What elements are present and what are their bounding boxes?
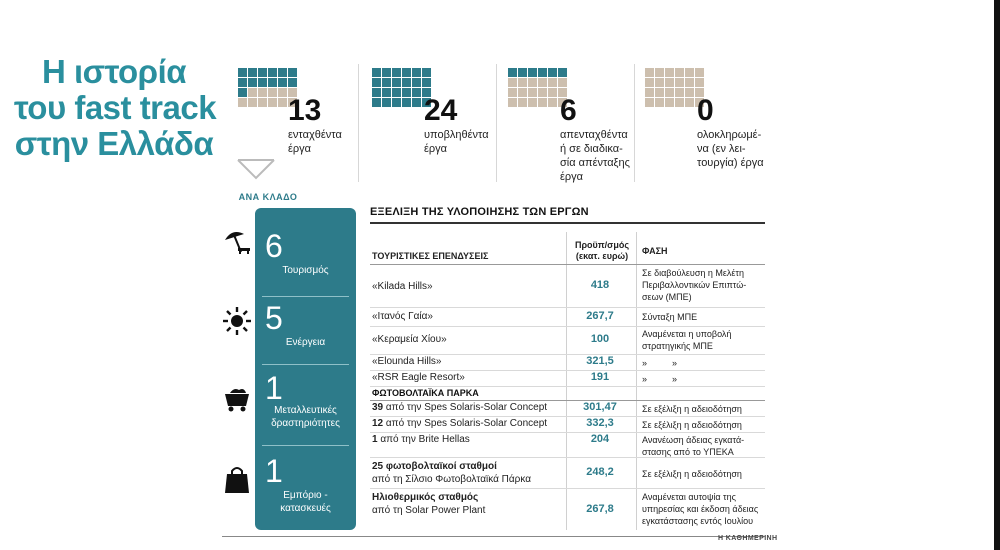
waffle-cell — [258, 88, 267, 97]
table-row — [370, 489, 765, 529]
project-owner: από την Spes Solaris-Solar Concept — [383, 402, 548, 413]
sector-name: Ενέργεια — [285, 337, 326, 348]
project-count: 12 — [372, 418, 384, 429]
phase-text: Σε εξέλιξη η αδειοδότηση — [642, 420, 742, 430]
waffle-cell — [402, 78, 411, 87]
down-arrow-icon — [236, 158, 276, 180]
waffle-cell — [675, 88, 684, 97]
waffle-cell — [695, 78, 704, 87]
waffle-cell — [518, 78, 527, 87]
budget-value: 267,8 — [586, 503, 614, 515]
stat-number: 13 — [288, 94, 322, 127]
sector-mining — [255, 364, 356, 444]
waffle-cell — [508, 98, 517, 107]
waffle-cell — [548, 88, 557, 97]
project-count: 39 — [372, 402, 384, 413]
waffle-cell — [645, 88, 654, 97]
waffle-cell — [685, 68, 694, 77]
waffle-cell — [248, 78, 257, 87]
waffle-cell — [258, 98, 267, 107]
stat-caption: απενταχθέντα ή σε διαδικα- σία απένταξης έργα — [560, 129, 630, 183]
waffle-cell — [238, 88, 247, 97]
table-row — [370, 308, 765, 327]
waffle-cell — [558, 68, 567, 77]
project-name — [372, 434, 470, 445]
waffle-cell — [392, 98, 401, 107]
sector-name: Εμπόριο - κατασκευές — [280, 490, 331, 514]
waffle-cell — [372, 98, 381, 107]
waffle-cell — [422, 68, 431, 77]
waffle-cell — [258, 78, 267, 87]
waffle-cell — [412, 88, 421, 97]
phase-column-header: ΦΑΣΗ — [642, 246, 668, 256]
waffle-cell — [675, 78, 684, 87]
stat-number: 6 — [560, 94, 577, 127]
source-credit: Η ΚΑΘΗΜΕΡΙΝΗ — [718, 535, 778, 542]
waffle-cell — [278, 68, 287, 77]
waffle-cell — [685, 78, 694, 87]
mine-cart-icon — [222, 384, 252, 414]
waffle-cell — [278, 88, 287, 97]
waffle-cell — [402, 68, 411, 77]
waffle-cell — [508, 78, 517, 87]
sector-count: 6 — [265, 228, 283, 264]
waffle-cell — [288, 68, 297, 77]
project-name: «Elounda Hills» — [372, 356, 442, 367]
title-line-2: του fast track — [14, 89, 217, 126]
waffle-cell — [518, 98, 527, 107]
waffle-cell — [268, 78, 277, 87]
table-row — [370, 355, 765, 371]
project-name: «Κεραμεία Χίου» — [372, 334, 447, 345]
sector-label: ΑΝΑ ΚΛΑΔΟ — [238, 192, 298, 202]
waffle-cell — [288, 78, 297, 87]
waffle-cell — [558, 78, 567, 87]
title-line-1: Η ιστορία — [41, 53, 187, 90]
waffle-cell — [538, 78, 547, 87]
table-rule — [370, 222, 765, 224]
waffle-cell — [538, 88, 547, 97]
waffle-cell — [382, 68, 391, 77]
waffle-cell — [665, 88, 674, 97]
stat-caption: υποβληθέντα έργα — [424, 129, 489, 155]
sun-icon — [222, 306, 252, 336]
waffle-cell — [518, 68, 527, 77]
waffle-cell — [402, 98, 411, 107]
phase-text: Αναμένεται η υποβολή στρατηγικής ΜΠΕ — [642, 329, 732, 351]
stat-caption: ενταχθέντα έργα — [288, 129, 342, 155]
budget-value: 248,2 — [586, 466, 614, 478]
waffle-cell — [372, 68, 381, 77]
table-row — [370, 327, 765, 355]
waffle-cell — [538, 68, 547, 77]
project-name: «Kilada Hills» — [372, 281, 433, 292]
divider — [358, 64, 359, 182]
waffle-cell — [665, 98, 674, 107]
waffle-cell — [268, 68, 277, 77]
waffle-cell — [268, 88, 277, 97]
waffle-cell — [508, 88, 517, 97]
shopping-bag-icon — [222, 464, 252, 494]
waffle-cell — [258, 68, 267, 77]
waffle-cell — [268, 98, 277, 107]
table-row — [370, 401, 765, 417]
section-tourism-heading: ΤΟΥΡΙΣΤΙΚΕΣ ΕΠΕΝΔΥΣΕΙΣ — [372, 251, 489, 261]
table-row — [370, 265, 765, 308]
waffle-cell — [645, 98, 654, 107]
project-name: «RSR Eagle Resort» — [372, 372, 465, 383]
waffle-cell — [675, 68, 684, 77]
project-title: 25 φωτοβολταϊκοί σταθμοί — [372, 461, 497, 472]
table-row — [370, 433, 765, 458]
phase-text: Σε διαβούλευση η Μελέτη Περιβαλλοντικών Επιπτώ- σεων (ΜΠΕ) — [642, 268, 747, 302]
waffle-cell — [238, 78, 247, 87]
waffle-cell — [548, 98, 557, 107]
phase-text: Σε εξέλιξη η αδειοδότηση — [642, 469, 742, 479]
waffle-cell — [528, 88, 537, 97]
sector-name: Μεταλλευτικές δραστηριότητες — [271, 405, 340, 429]
divider — [496, 64, 497, 182]
waffle-cell — [655, 68, 664, 77]
waffle-cell — [645, 68, 654, 77]
phase-text: Σε εξέλιξη η αδειοδότηση — [642, 404, 742, 414]
waffle-cell — [675, 98, 684, 107]
budget-value: 267,7 — [586, 310, 614, 322]
budget-value: 204 — [590, 433, 610, 445]
project-owner: από τη Solar Power Plant — [372, 505, 486, 516]
sector-commerce — [255, 445, 356, 525]
sector-count: 1 — [265, 370, 283, 406]
waffle-cell — [548, 68, 557, 77]
sector-energy — [255, 296, 356, 366]
waffle-cell — [392, 78, 401, 87]
sector-tourism — [255, 214, 356, 294]
phase-text: Αναμένεται αυτοψία της υπηρεσίας και έκδοση άδειας εγκατάστασης εντός Ιουλίου — [642, 492, 759, 526]
waffle-cell — [528, 68, 537, 77]
page-title — [14, 53, 217, 162]
waffle-cell — [422, 78, 431, 87]
stat-number: 0 — [697, 94, 714, 127]
waffle-cell — [528, 98, 537, 107]
waffle-cell — [278, 78, 287, 87]
phase-text: » » — [642, 374, 678, 384]
waffle-cell — [518, 88, 527, 97]
project-name — [372, 418, 547, 429]
right-edge-bar — [994, 0, 1000, 550]
project-name: «Ιτανός Γαία» — [372, 311, 433, 322]
budget-value: 191 — [590, 371, 610, 383]
waffle-cell — [392, 68, 401, 77]
phase-text: Ανανέωση άδειας εγκατά- στασης από το ΥΠΕΚΑ — [642, 435, 745, 457]
table-title: ΕΞΕΛΙΞΗ ΤΗΣ ΥΛΟΠΟΙΗΣΗΣ ΤΩΝ ΕΡΓΩΝ — [370, 206, 589, 218]
sector-name: Τουρισμός — [282, 265, 329, 276]
sector-count: 1 — [265, 453, 283, 489]
waffle-cell — [655, 78, 664, 87]
project-count: 1 — [372, 434, 378, 445]
waffle-cell — [685, 98, 694, 107]
waffle-cell — [382, 98, 391, 107]
waffle-cell — [238, 98, 247, 107]
waffle-grid — [372, 68, 431, 107]
waffle-cell — [685, 88, 694, 97]
waffle-cell — [248, 88, 257, 97]
section-pv-heading: ΦΩΤΟΒΟΛΤΑΪΚΑ ΠΑΡΚΑ — [372, 388, 479, 398]
waffle-cell — [372, 78, 381, 87]
waffle-cell — [278, 98, 287, 107]
waffle-cell — [655, 88, 664, 97]
waffle-grid — [645, 68, 704, 107]
waffle-cell — [412, 98, 421, 107]
title-line-3: στην Ελλάδα — [14, 125, 214, 162]
waffle-cell — [402, 88, 411, 97]
stat-caption: ολοκληρωμέ- να (εν λει- τουργία) έργα — [697, 129, 764, 169]
waffle-cell — [248, 68, 257, 77]
budget-value: 100 — [590, 333, 610, 345]
beach-umbrella-icon — [222, 226, 252, 256]
waffle-cell — [665, 78, 674, 87]
waffle-cell — [665, 68, 674, 77]
budget-value: 418 — [590, 279, 610, 291]
waffle-cell — [372, 88, 381, 97]
project-owner: από την Brite Hellas — [377, 434, 470, 445]
phase-text: » » — [642, 358, 678, 368]
waffle-cell — [528, 78, 537, 87]
waffle-cell — [412, 78, 421, 87]
sector-count: 5 — [265, 300, 283, 336]
waffle-cell — [392, 88, 401, 97]
budget-value: 301,47 — [583, 401, 617, 413]
stat-number: 24 — [424, 94, 458, 127]
waffle-cell — [538, 98, 547, 107]
budget-column-header: Προϋπ/σμός (εκατ. ευρώ) — [574, 240, 630, 261]
waffle-grid — [508, 68, 567, 107]
waffle-cell — [508, 68, 517, 77]
budget-value: 332,3 — [586, 417, 614, 429]
waffle-cell — [548, 78, 557, 87]
project-owner: από τη Σίλσιο Φωτοβολταϊκά Πάρκα — [372, 474, 532, 485]
phase-text: Σύνταξη ΜΠΕ — [642, 312, 698, 322]
table-row — [370, 458, 765, 489]
project-name — [372, 402, 547, 413]
waffle-cell — [238, 68, 247, 77]
waffle-cell — [695, 68, 704, 77]
waffle-cell — [382, 78, 391, 87]
divider — [634, 64, 635, 182]
budget-value: 321,5 — [586, 355, 614, 367]
table-row — [370, 417, 765, 433]
project-title: Ηλιοθερμικός σταθμός — [372, 492, 479, 503]
waffle-cell — [248, 98, 257, 107]
bottom-rule — [222, 536, 765, 537]
waffle-cell — [382, 88, 391, 97]
waffle-cell — [412, 68, 421, 77]
table-row — [370, 371, 765, 387]
waffle-cell — [645, 78, 654, 87]
project-owner: από την Spes Solaris-Solar Concept — [383, 418, 548, 429]
waffle-cell — [655, 98, 664, 107]
